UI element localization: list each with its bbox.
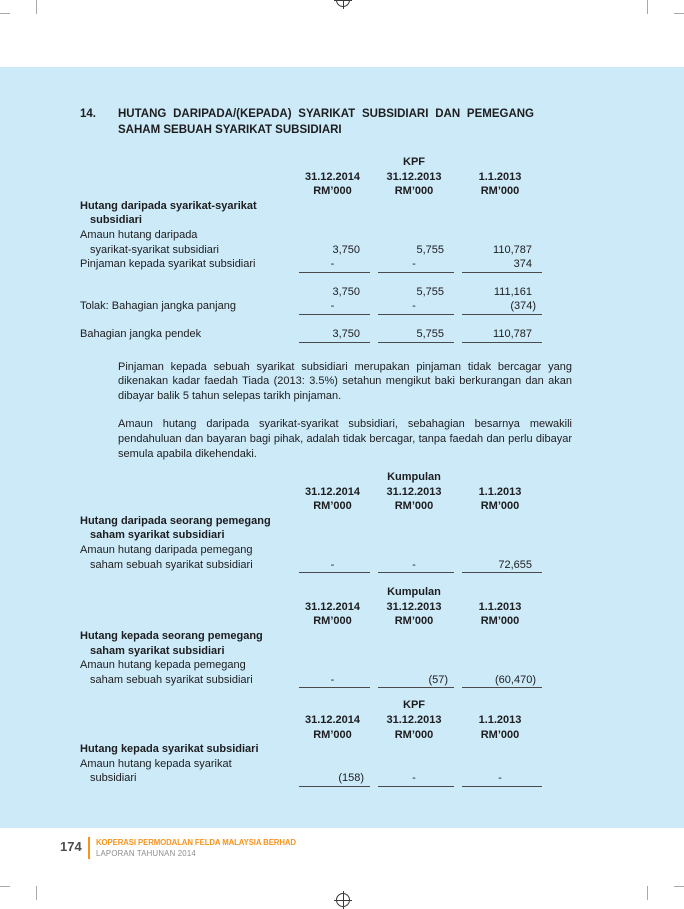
row-label: Amaun hutang kepada syarikat [80, 757, 232, 770]
cell-value: 110,787 [493, 243, 532, 256]
cell-value: 111,161 [493, 285, 532, 298]
col-unit: RM’000 [313, 615, 352, 628]
cell-value [456, 757, 544, 772]
crop-mark [0, 13, 10, 14]
spacer [80, 155, 293, 170]
table-row [80, 528, 544, 543]
cell-value [456, 629, 544, 644]
table-gap [80, 272, 544, 285]
col-header: 31.12.2014 [304, 170, 361, 183]
col-unit: RM’000 [394, 185, 434, 198]
table-group-row [80, 155, 544, 170]
cell-value [293, 543, 372, 558]
table-header-row [80, 713, 544, 728]
table-row [80, 199, 544, 214]
col-header: 31.12.2013 [386, 600, 442, 613]
spacer [456, 470, 544, 485]
row-label: syarikat-syarikat subsidiari [90, 243, 219, 256]
cell-value [293, 629, 372, 644]
spacer [80, 698, 293, 713]
cell-value: - [293, 257, 372, 272]
table-header-row [80, 170, 544, 185]
cell-value: - [372, 257, 456, 272]
note-content [80, 107, 572, 786]
col-unit: RM’000 [394, 615, 434, 628]
col-header: 1.1.2013 [478, 600, 522, 613]
cell-value [372, 528, 456, 543]
row-label: Hutang kepada syarikat subsidiari [80, 743, 259, 756]
table-group-label: KPF [403, 699, 425, 712]
col-unit: RM’000 [313, 185, 352, 198]
row-label: saham sebuah syarikat subsidiari [90, 673, 253, 686]
cell-value [456, 644, 544, 659]
spacer [80, 713, 293, 728]
table-header-row [80, 600, 544, 615]
cell-value [456, 199, 544, 214]
spacer [456, 585, 544, 600]
table-kumpulan-hutang-kepada-pemegang [80, 585, 544, 687]
spacer [80, 585, 293, 600]
table-gap [80, 314, 544, 327]
row-label: Tolak: Bahagian jangka panjang [80, 300, 236, 313]
cell-value: - [293, 673, 372, 688]
footer-organization: KOPERASI PERMODALAN FELDA MALAYSIA BERHAD [96, 838, 296, 847]
row-label: Amaun hutang daripada [80, 228, 198, 241]
page-footer [0, 835, 684, 865]
cell-value: (158) [293, 771, 372, 786]
cell-value: 72,655 [456, 558, 544, 573]
col-header: 31.12.2014 [304, 485, 361, 498]
crop-mark [647, 0, 648, 14]
table-kpf-hutang-daripada [80, 155, 544, 342]
cell-value [293, 213, 372, 228]
cell-value [456, 658, 544, 673]
note-paragraph: Amaun hutang daripada syarikat-syarikat subsidiari, sebahagian besarnya mewakili pendahuluan dan bayaran bagi pihak, adalah tidak bercagar, tanpa faedah dan perlu dibayar semula apabila dikehendaki. [118, 418, 572, 460]
col-unit: RM’000 [480, 615, 520, 628]
table-group-label: Kumpulan [387, 471, 441, 484]
footer-divider [88, 837, 90, 859]
table-group-row [80, 470, 544, 485]
cell-value: (60,470) [456, 673, 544, 688]
table-group-label: Kumpulan [387, 586, 441, 599]
col-unit: RM’000 [480, 185, 520, 198]
col-unit: RM’000 [480, 728, 520, 741]
col-header: 1.1.2013 [478, 170, 522, 183]
cell-value: (57) [372, 673, 456, 688]
col-header: 1.1.2013 [478, 714, 522, 726]
table-row [80, 228, 544, 243]
row-label: saham syarikat subsidiari [90, 644, 225, 657]
cell-value: 5,755 [372, 327, 456, 342]
table-row [80, 514, 544, 529]
spacer [80, 499, 293, 514]
cell-value: - [372, 771, 456, 786]
col-header: 1.1.2013 [478, 485, 522, 498]
cell-value [293, 199, 372, 214]
spacer [80, 728, 293, 743]
footer-report-title: LAPORAN TAHUNAN 2014 [96, 849, 196, 858]
cell-value [372, 644, 456, 659]
table-row [80, 658, 544, 673]
cell-value [293, 514, 372, 529]
registration-mark-icon [336, 893, 350, 907]
spacer [456, 155, 544, 170]
crop-mark [674, 13, 684, 14]
spacer [80, 170, 293, 185]
cell-value [372, 757, 456, 772]
table-row [80, 543, 544, 558]
cell-value [372, 658, 456, 673]
cell-value: - [293, 299, 372, 314]
table-header-row [80, 485, 544, 500]
cell-value [293, 742, 372, 757]
spacer [80, 184, 293, 199]
registration-mark-icon [336, 0, 350, 7]
cell-value [293, 228, 372, 243]
col-header: 31.12.2013 [386, 714, 442, 726]
note-heading [80, 107, 534, 138]
cell-value: 374 [456, 257, 544, 272]
crop-mark [0, 886, 10, 887]
table-row [80, 327, 544, 342]
cell-value: - [372, 558, 456, 573]
table-row [80, 558, 544, 573]
row-label: Hutang kepada seorang pemegang [80, 630, 263, 643]
table-row [80, 213, 544, 228]
spacer [80, 485, 293, 500]
cell-value: 5,755 [416, 243, 444, 256]
row-label: Amaun hutang kepada pemegang [80, 659, 246, 672]
cell-value: 3,750 [332, 285, 360, 298]
spacer [456, 698, 544, 713]
table-row [80, 299, 544, 314]
crop-mark [36, 886, 37, 900]
col-unit: RM’000 [313, 500, 352, 513]
cell-value [456, 228, 544, 243]
col-header: 31.12.2013 [386, 170, 442, 183]
spacer [80, 470, 293, 485]
table-group-row [80, 698, 544, 713]
cell-value [372, 629, 456, 644]
cell-value: 110,787 [456, 327, 544, 342]
cell-value: (374) [456, 299, 544, 314]
row-label: saham syarikat subsidiari [90, 529, 225, 542]
crop-mark [674, 886, 684, 887]
spacer [293, 155, 372, 170]
cell-value [293, 658, 372, 673]
cell-value [372, 543, 456, 558]
table-row [80, 644, 544, 659]
cell-value: 5,755 [416, 285, 444, 298]
row-label: Hutang daripada syarikat-syarikat [80, 199, 257, 212]
note-number: 14. [80, 108, 96, 120]
spacer [80, 614, 293, 629]
cell-value [456, 528, 544, 543]
col-unit: RM’000 [394, 500, 434, 513]
cell-value [372, 514, 456, 529]
cell-value: - [372, 299, 456, 314]
row-label: Bahagian jangka pendek [80, 327, 202, 340]
col-header: 31.12.2014 [304, 600, 361, 613]
spacer [293, 470, 372, 485]
col-header: 31.12.2014 [304, 714, 361, 726]
cell-value: 3,750 [332, 243, 360, 256]
table-group-row [80, 585, 544, 600]
cell-value [456, 742, 544, 757]
col-unit: RM’000 [480, 500, 520, 513]
page-number: 174 [60, 839, 82, 854]
cell-value [456, 213, 544, 228]
table-row [80, 243, 544, 258]
table-row [80, 629, 544, 644]
table-unit-row [80, 499, 544, 514]
row-label: saham sebuah syarikat subsidiari [90, 558, 253, 571]
cell-value [372, 199, 456, 214]
cell-value: - [293, 558, 372, 573]
note-paragraph: Pinjaman kepada sebuah syarikat subsidiari merupakan pinjaman tidak bercagar yang dikenakan kadar faedah Tiada (2013: 3.5%) setahun mengikut baki berkurangan dan akan dibayar balik 5 tahun selepas tarikh pinjaman. [118, 360, 572, 402]
cell-value [372, 228, 456, 243]
col-unit: RM’000 [394, 728, 434, 741]
table-row [80, 673, 544, 688]
table-kpf-hutang-kepada [80, 698, 544, 786]
cell-value [293, 528, 372, 543]
table-row [80, 771, 544, 786]
cell-value: 3,750 [293, 327, 372, 342]
cell-value [372, 742, 456, 757]
cell-value [293, 644, 372, 659]
row-label: Hutang daripada seorang pemegang [80, 514, 271, 527]
col-header: 31.12.2013 [386, 485, 442, 498]
table-unit-row [80, 614, 544, 629]
cell-value [372, 213, 456, 228]
row-label: subsidiari [90, 772, 137, 785]
row-label: Pinjaman kepada syarikat subsidiari [80, 258, 256, 271]
spacer [293, 698, 372, 713]
table-group-label: KPF [403, 156, 425, 168]
table-kumpulan-hutang-daripada-pemegang [80, 470, 544, 572]
table-unit-row [80, 184, 544, 199]
cell-value [456, 543, 544, 558]
cell-value [456, 514, 544, 529]
row-label: subsidiari [90, 214, 142, 227]
col-unit: RM’000 [313, 728, 352, 741]
spacer [293, 585, 372, 600]
table-unit-row [80, 728, 544, 743]
cell-value [293, 757, 372, 772]
cell-value: - [456, 771, 544, 786]
table-row [80, 257, 544, 272]
crop-mark [36, 0, 37, 14]
spacer [80, 600, 293, 615]
note-title: HUTANG DARIPADA/(KEPADA) SYARIKAT SUBSIDIARI DAN PEMEGANG SAHAM SEBUAH SYARIKAT SUBSIDIARI [118, 108, 534, 136]
table-row [80, 757, 544, 772]
crop-mark [647, 886, 648, 900]
table-row [80, 742, 544, 757]
row-label [80, 285, 293, 300]
row-label: Amaun hutang daripada pemegang [80, 544, 253, 557]
table-row [80, 285, 544, 300]
